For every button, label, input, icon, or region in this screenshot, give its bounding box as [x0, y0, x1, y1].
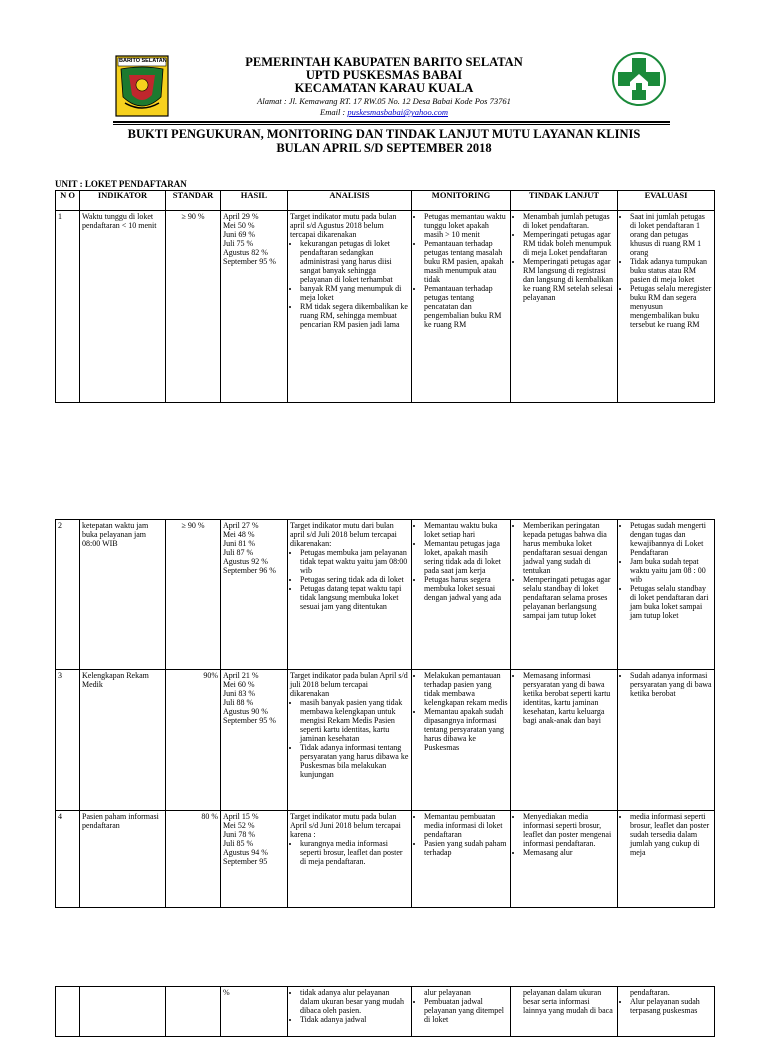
list-item: • Memasang alur [523, 848, 615, 857]
quality-table-part-2 [55, 519, 715, 908]
col-header-monitoring: MONITORING [412, 191, 511, 211]
table-header-row [56, 191, 715, 211]
cell-evaluasi [618, 520, 715, 670]
list-item: • kekurangan petugas di loket pendaftaran sedangkan administrasi yang harus diisi sangat banyak sehingga pelayanan di loket terhambat [300, 239, 409, 284]
cell-monitoring [412, 520, 511, 670]
cell-indikator: Pasien paham informasi pendaftaran [80, 811, 166, 908]
analisis-list [290, 239, 409, 329]
list-item: • Pemantauan terhadap petugas tentang masalah buku RM pasien, apakah masih menumpuk atau tidak [424, 239, 508, 284]
table-row [56, 520, 715, 670]
list-item: • Petugas selalu standbay di loket pendaftaran dari jam buka loket sampai jam tutup loket [630, 584, 712, 620]
cell-monitoring [412, 670, 511, 811]
table-row [56, 670, 715, 811]
analisis-intro: Target indikator mutu pada bulan April s/d Juni 2018 belum tercapai karena : [290, 812, 401, 839]
cell-analisis [288, 811, 412, 908]
cell-analisis [288, 211, 412, 403]
list-item: • Memperingati petugas agar RM tidak boleh menumpuk di meja Loket pendaftaran [523, 230, 615, 257]
list-item: • Memasang informasi persyaratan yang di bawa ketika berobat seperti kartu identitas, kartu jaminan kesehatan, kartu keluarga bagi anak-anak dan bayi [523, 671, 615, 725]
list-item: • Memantau petugas jaga loket, apakah masih sering tidak ada di loket pada saat jam kerja [424, 539, 508, 575]
list-item: • Memperingati petugas agar selalu standbay di loket pendaftaran selama proses pelayanan berlangsung sampai jam tutup loket [523, 575, 615, 620]
cell-indikator [80, 987, 166, 1037]
list-item: • Tidak adanya jadwal [300, 1015, 409, 1024]
col-header-analisis: ANALISIS [288, 191, 412, 211]
list-item: • Alur pelayanan sudah terpasang puskesmas [630, 997, 712, 1015]
list-item: • Jam buka sudah tepat waktu yaitu jam 08 : 00 wib [630, 557, 712, 584]
monitoring-list [414, 997, 508, 1024]
tindak-lanjut-list [513, 212, 615, 302]
evaluasi-list [620, 812, 712, 857]
logo-caption: BARITO SELATAN [119, 58, 167, 64]
list-item: • RM tidak segera dikembalikan ke ruang RM, sehingga membuat pencarian RM pasien jadi lama [300, 302, 409, 329]
list-item: • Petugas sering tidak ada di loket [300, 575, 409, 584]
cell-hasil: % [221, 987, 288, 1037]
analisis-list [290, 988, 409, 1024]
cell-standar: 90% [166, 670, 221, 811]
monitoring-continued: alur pelayanan [424, 988, 471, 997]
list-item: • Pembuatan jadwal pelayanan yang ditempel di loket [424, 997, 508, 1024]
col-header-hasil: HASIL [221, 191, 288, 211]
evaluasi-list [620, 671, 712, 698]
table-row [56, 811, 715, 908]
puskesmas-logo [612, 52, 666, 106]
cell-tindak-lanjut [511, 211, 618, 403]
cell-hasil: April 15 % Mei 52 % Juni 78 % Juli 85 % Agustus 94 % September 95 [221, 811, 288, 908]
header-line-3: KECAMATAN KARAU KUALA [294, 81, 474, 95]
email-line: Email : puskesmasbabai@yahoo.com [320, 107, 448, 117]
list-item: • Petugas datang tepat waktu tapi tidak langsung membuka loket sesuai jam yang ditentukan [300, 584, 409, 611]
evaluasi-list [620, 212, 712, 329]
analisis-intro: Target indikator pada bulan April s/d juli 2018 belum tercapai dikarenakan [290, 671, 408, 698]
list-item: • Sudah adanya informasi persyaratan yang di bawa ketika berobat [630, 671, 712, 698]
monitoring-list [414, 521, 508, 602]
list-item: • Memantau waktu buka loket setiap hari [424, 521, 508, 539]
list-item: • Memantau apakah sudah dipasangnya informasi tentang persyaratan yang harus dibawa ke Puskesmas [424, 707, 508, 752]
list-item: • Tidak adanya informasi tentang persyaratan yang harus dibawa ke Puskesmas bila melakukan kunjungan [300, 743, 409, 779]
list-item: • media informasi seperti brosur, leaflet dan poster sudah tersedia dalam jumlah yang cukup di meja [630, 812, 712, 857]
list-item: • masih banyak pasien yang tidak membawa kelengkapan untuk mengisi Rekam Medis Pasien seperti kartu identitas, kartu jaminan kesehatan [300, 698, 409, 743]
tindak-lanjut-continued: pelayanan dalam ukuran besar serta informasi lainnya yang mudah di baca [523, 988, 613, 1015]
col-header-evaluasi: EVALUASI [618, 191, 715, 211]
analisis-list [290, 548, 409, 611]
cell-standar [166, 987, 221, 1037]
analisis-intro: Target indikator mutu pada bulan april s/d Agustus 2018 belum tercapai dikarenakan [290, 212, 397, 239]
cell-evaluasi [618, 811, 715, 908]
cell-no: 1 [56, 211, 80, 403]
cell-indikator: Waktu tunggu di loket pendaftaran < 10 menit [80, 211, 166, 403]
quality-table-part-3 [55, 986, 715, 1037]
cell-evaluasi [618, 987, 715, 1037]
evaluasi-list [620, 521, 712, 620]
list-item: • Petugas harus segera membuka loket sesuai dengan jadwal yang ada [424, 575, 508, 602]
col-header-tindak-lanjut: TINDAK LANJUT [511, 191, 618, 211]
document-subtitle: BULAN APRIL S/D SEPTEMBER 2018 [276, 141, 492, 155]
analisis-intro: Target indikator mutu dari bulan april s/d Juli 2018 belum tercapai dikarenakan: [290, 521, 397, 548]
list-item: • Memantau pembuatan media informasi di loket pendaftaran [424, 812, 508, 839]
email-link[interactable]: puskesmasbabai@yahoo.com [347, 107, 448, 117]
evaluasi-list [620, 997, 712, 1015]
quality-table-part-1 [55, 190, 715, 403]
document-title: BUKTI PENGUKURAN, MONITORING DAN TINDAK LANJUT MUTU LAYANAN KLINIS [127, 127, 641, 141]
list-item: • banyak RM yang menumpuk di meja loket [300, 284, 409, 302]
analisis-list [290, 698, 409, 779]
cell-monitoring [412, 811, 511, 908]
cell-monitoring [412, 987, 511, 1037]
cell-standar: 80 % [166, 811, 221, 908]
list-item: • Petugas sudah mengerti dengan tugas dan kewajibannya di Loket Pendaftaran [630, 521, 712, 557]
table-row [56, 211, 715, 403]
cell-analisis [288, 520, 412, 670]
cell-indikator: ketepatan waktu jam buka pelayanan jam 08:00 WIB [80, 520, 166, 670]
cell-monitoring [412, 211, 511, 403]
list-item: • Petugas memantau waktu tunggu loket apakah masih > 10 menit [424, 212, 508, 239]
list-item: • Tidak adanya tumpukan buku status atau RM pasien di meja loket [630, 257, 712, 284]
list-item: • Melakukan pemantauan terhadap pasien yang tidak membawa kelengkapan rekam medis [424, 671, 508, 707]
table-row [56, 987, 715, 1037]
col-header-indikator: INDIKATOR [80, 191, 166, 211]
tindak-lanjut-list [513, 521, 615, 620]
cell-tindak-lanjut [511, 987, 618, 1037]
cell-analisis [288, 987, 412, 1037]
unit-label: UNIT : LOKET PENDAFTARAN [55, 179, 187, 189]
list-item: • Saat ini jumlah petugas di loket pendaftaran 1 orang dan petugas khusus di ruang RM 1 orang [630, 212, 712, 257]
header-line-2: UPTD PUSKESMAS BABAI [305, 68, 463, 82]
cell-hasil: April 29 % Mei 50 % Juni 69 % Juli 75 % Agustus 82 % September 95 % [221, 211, 288, 403]
address: Alamat : Jl. Kemawang RT. 17 RW.05 No. 12 Desa Babai Kode Pos 73761 [257, 96, 511, 106]
cell-hasil: April 27 % Mei 48 % Juni 81 % Juli 87 % Agustus 92 % September 96 % [221, 520, 288, 670]
list-item: • Menyediakan media informasi seperti brosur, leaflet dan poster mengenai informasi pendaftaran. [523, 812, 615, 848]
list-item: • kurangnya media informasi seperti brosur, leaflet dan poster di meja pendaftaran. [300, 839, 409, 866]
analisis-list [290, 839, 409, 866]
monitoring-list [414, 671, 508, 752]
cell-no [56, 987, 80, 1037]
list-item: • Petugas membuka jam pelayanan tidak tepat waktu yaitu jam 08:00 wib [300, 548, 409, 575]
cell-evaluasi [618, 211, 715, 403]
header-line-1: PEMERINTAH KABUPATEN BARITO SELATAN [245, 55, 523, 69]
cell-tindak-lanjut [511, 811, 618, 908]
list-item: • tidak adanya alur pelayanan dalam ukuran besar yang mudah dibaca oleh pasien. [300, 988, 409, 1015]
list-item: • Petugas selalu meregister buku RM dan segera menyusun mengembalikan buku tersebut ke ruang RM [630, 284, 712, 329]
cell-tindak-lanjut [511, 520, 618, 670]
monitoring-list [414, 212, 508, 329]
cell-standar: ≥ 90 % [166, 520, 221, 670]
cell-evaluasi [618, 670, 715, 811]
list-item: • Menambah jumlah petugas di loket pendaftaran. [523, 212, 615, 230]
col-header-standar: STANDAR [166, 191, 221, 211]
cell-tindak-lanjut [511, 670, 618, 811]
tindak-lanjut-list [513, 812, 615, 857]
list-item: • Pasien yang sudah paham terhadap [424, 839, 508, 857]
district-logo [115, 55, 169, 117]
cell-no: 4 [56, 811, 80, 908]
cell-standar: ≥ 90 % [166, 211, 221, 403]
header-rule [113, 121, 670, 125]
list-item: • Pemantauan terhadap petugas tentang pencatatan dan pengembalian buku RM ke ruang RM [424, 284, 508, 329]
cell-no: 3 [56, 670, 80, 811]
tindak-lanjut-list [513, 671, 615, 725]
evaluasi-continued: pendaftaran. [630, 988, 670, 997]
cell-analisis [288, 670, 412, 811]
cell-indikator: Kelengkapan Rekam Medik [80, 670, 166, 811]
monitoring-list [414, 812, 508, 857]
cell-hasil: April 21 % Mei 60 % Juni 83 % Juli 88 % Agustus 90 % September 95 % [221, 670, 288, 811]
list-item: • Memberikan peringatan kepada petugas bahwa dia harus membuka loket pendaftaran sesuai dengan jadwal yang sudah di tentukan [523, 521, 615, 575]
col-header-no: N O [56, 191, 80, 211]
list-item: • Memperingati petugas agar RM langsung di registrasi dan langsung di kembalikan ke ruang RM setelah selesai pelayanan [523, 257, 615, 302]
cell-no: 2 [56, 520, 80, 670]
